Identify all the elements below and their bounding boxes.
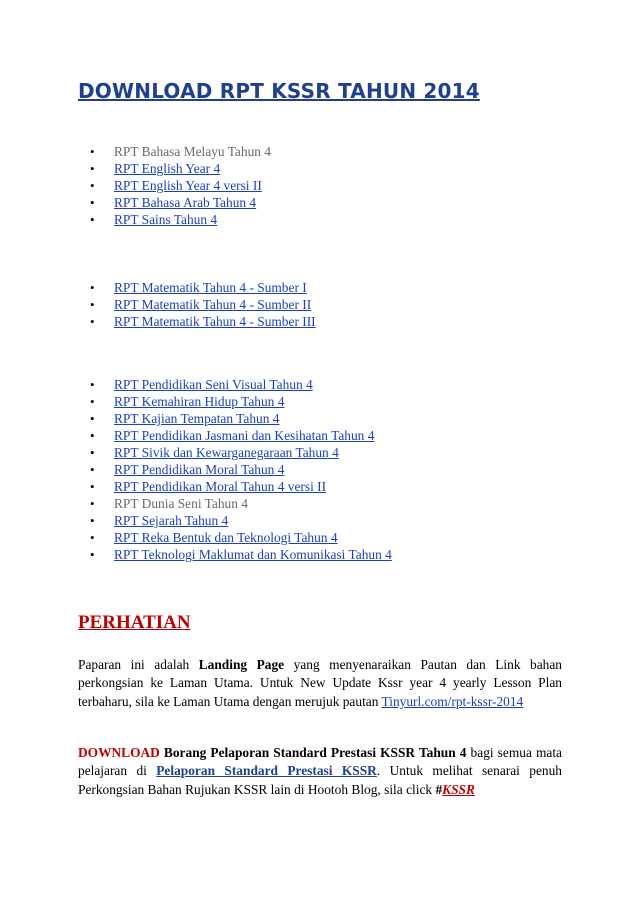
bullet-icon: • [90, 377, 95, 392]
list-item [78, 410, 392, 427]
bullet-icon: • [90, 178, 95, 193]
rpt-link[interactable]: RPT Kemahiran Hidup Tahun 4 [114, 394, 285, 409]
rpt-item-text: RPT Dunia Seni Tahun 4 [114, 496, 248, 511]
list-item [78, 143, 271, 160]
tinyurl-link[interactable]: Tinyurl.com/rpt-kssr-2014 [381, 693, 524, 709]
download-text-2: . Untuk melihat senarai penuh Perkongsian Bahan Rujukan KSSR lain di Hootoh Blog, sila click [78, 763, 562, 797]
list-item [78, 393, 392, 410]
rpt-link[interactable]: RPT English Year 4 versi II [114, 178, 262, 193]
rpt-item-text: RPT Bahasa Melayu Tahun 4 [114, 144, 272, 159]
list-item [78, 296, 316, 313]
rpt-link[interactable]: RPT Kajian Tempatan Tahun 4 [114, 411, 280, 426]
download-text-1: bagi semua mata pelajaran di [78, 745, 562, 779]
rpt-link[interactable]: RPT English Year 4 [114, 161, 221, 176]
kssr-tag-link[interactable]: KSSR [442, 781, 475, 797]
bullet-icon: • [90, 144, 95, 159]
list-item [78, 546, 392, 563]
rpt-link[interactable]: RPT Sivik dan Kewarganegaraan Tahun 4 [114, 445, 339, 460]
rpt-link[interactable]: RPT Pendidikan Moral Tahun 4 [114, 462, 285, 477]
list-item [78, 160, 271, 177]
rpt-link[interactable]: RPT Teknologi Maklumat dan Komunikasi Tahun 4 [114, 547, 392, 562]
notice-text-1: Paparan ini adalah [78, 657, 199, 672]
list-item [78, 376, 392, 393]
bullet-icon: • [90, 496, 95, 511]
list-item [78, 279, 316, 296]
rpt-link[interactable]: RPT Bahasa Arab Tahun 4 [114, 195, 257, 210]
notice-text-2: yang menyenaraikan Pautan dan Link bahan perkongsian ke Laman Utama. Untuk New Update Kssr year 4 yearly Lesson Plan terbaharu, sila ke Laman Utama dengan merujuk pautan [78, 657, 562, 709]
bullet-icon: • [90, 428, 95, 443]
list-item [78, 177, 271, 194]
rpt-link[interactable]: RPT Matematik Tahun 4 - Sumber II [114, 297, 312, 312]
bullet-icon: • [90, 161, 95, 176]
rpt-list-mathematics [78, 279, 316, 330]
bullet-icon: • [90, 411, 95, 426]
perhatian-heading: PERHATIAN [78, 612, 191, 633]
list-item [78, 427, 392, 444]
list-item [78, 495, 392, 512]
rpt-link[interactable]: RPT Pendidikan Jasmani dan Kesihatan Tahun 4 [114, 428, 375, 443]
pelaporan-link[interactable]: Pelaporan Standard Prestasi KSSR [156, 763, 377, 779]
bullet-icon: • [90, 445, 95, 460]
rpt-link[interactable]: RPT Pendidikan Moral Tahun 4 versi II [114, 479, 327, 494]
landing-page-bold: Landing Page [198, 657, 285, 672]
download-notice [78, 744, 562, 799]
page-title: DOWNLOAD RPT KSSR TAHUN 2014 [78, 79, 480, 103]
list-item [78, 461, 392, 478]
bullet-icon: • [90, 462, 95, 477]
bullet-icon: • [90, 547, 95, 562]
rpt-list-languages-science [78, 143, 271, 228]
rpt-link[interactable]: RPT Reka Bentuk dan Teknologi Tahun 4 [114, 530, 338, 545]
list-item [78, 529, 392, 546]
bullet-icon: • [90, 195, 95, 210]
download-label: DOWNLOAD [78, 745, 160, 760]
bullet-icon: • [90, 297, 95, 312]
hash-symbol: # [435, 781, 443, 797]
rpt-link[interactable]: RPT Pendidikan Seni Visual Tahun 4 [114, 377, 313, 392]
rpt-link[interactable]: RPT Matematik Tahun 4 - Sumber I [114, 280, 307, 295]
bullet-icon: • [90, 212, 95, 227]
list-item [78, 444, 392, 461]
bullet-icon: • [90, 280, 95, 295]
list-item [78, 512, 392, 529]
list-item [78, 313, 316, 330]
rpt-link[interactable]: RPT Sejarah Tahun 4 [114, 513, 229, 528]
rpt-link[interactable]: RPT Matematik Tahun 4 - Sumber III [114, 314, 316, 329]
list-item [78, 194, 271, 211]
bullet-icon: • [90, 513, 95, 528]
rpt-link[interactable]: RPT Sains Tahun 4 [114, 212, 218, 227]
bullet-icon: • [90, 394, 95, 409]
bullet-icon: • [90, 479, 95, 494]
borang-title: Borang Pelaporan Standard Prestasi KSSR Tahun 4 [159, 745, 467, 760]
list-item [78, 478, 392, 495]
rpt-list-other-subjects [78, 376, 392, 563]
list-item [78, 211, 271, 228]
landing-page-notice [78, 656, 562, 711]
bullet-icon: • [90, 314, 95, 329]
bullet-icon: • [90, 530, 95, 545]
